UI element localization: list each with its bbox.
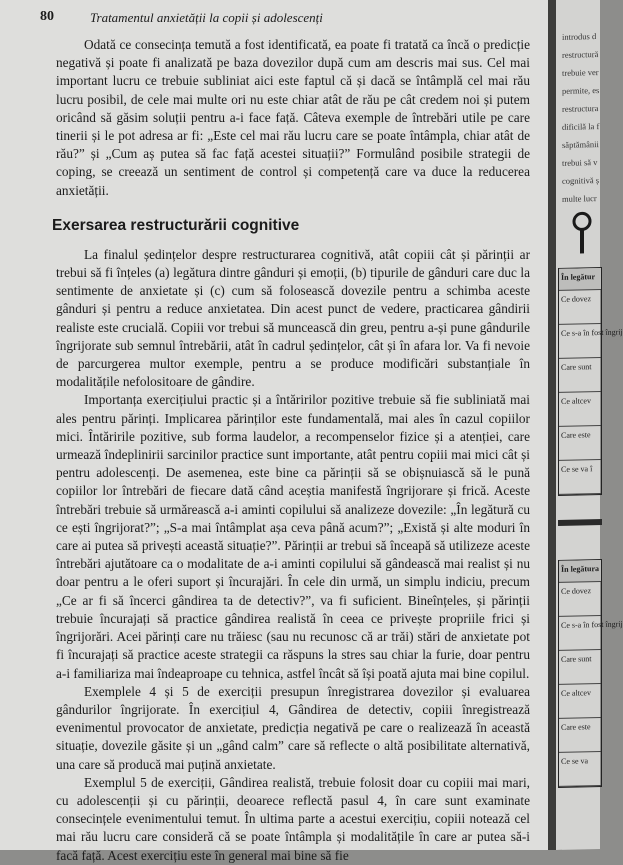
paragraph-3: Exemplele 4 și 5 de exerciții presupun înregistrarea dovezilor și evaluarea gândurilor îngrijorate. În exercițiul 4, Gândirea de detectiv, copiii înregistrează evenimentul provocator de anxietate, predicția negativă pe care o realizează în această situație, dovezile găsite și un „gând calm” care să reflecte o altă posibilitate alternativă, una care să producă mai puțină anxietate. xyxy=(56,683,530,772)
table-row: Ce s-a în fost îngrij xyxy=(559,616,601,651)
book-title: Tratamentul anxietății la copii și adolescenți xyxy=(90,10,323,25)
table-row: În legătura xyxy=(559,560,601,583)
table-row: Ce s-a în fost îngrij xyxy=(559,324,601,359)
table-row: Care este xyxy=(559,426,601,461)
text-line: dificilă la f xyxy=(562,121,600,132)
paragraph-4: Exemplul 5 de exerciții, Gândirea realistă, trebuie folosit doar cu copiii mai mari, cu adolescenții și cu părinții, deoarece reflectă pasul 4, în care sunt examinate consecințele evenimentului temut. În ultima parte a acestui exercițiu, copiii notează cel mai rău lucru care consideră că se poate întâmpla și modalitățile în care ar putea să-i facă față. Acest exercițiu este în general mai bine să fie xyxy=(56,774,530,863)
body-text xyxy=(52,36,530,865)
table-divider xyxy=(558,519,602,526)
paragraph-1: La finalul ședințelor despre restructurarea cognitivă, atât copiii cât și părinții ar trebui să fi înțeles (a) legătura dintre gânduri și emoții, (b) tipurile de gânduri care duc la sentimente de anxietate și (c) cum să folosească dovezile pentru a schimba aceste gânduri și pentru a reduce anxietatea. Din acest punct de vedere, practicarea gândirii realiste este crucială. Copiii vor trebui să muncească din greu, pentru a-și pune gândurile îngrijorate sub semnul întrebării, atât în cadrul ședințelor, cât și în afara lor. Va fi nevoie de parcurgerea multor exemple, pentru a se produce modificări substanțiale în modalitățile nefolositoare de gândire. xyxy=(56,246,530,390)
right-page-text xyxy=(562,27,602,208)
table-row: Ce dovez xyxy=(559,582,601,617)
text-line: trebui să v xyxy=(562,157,598,168)
text-line: săptămânii xyxy=(562,139,599,150)
table-row: Care este xyxy=(559,718,601,753)
text-line: multe lucr xyxy=(562,193,597,204)
right-page-fragment xyxy=(556,0,623,850)
magnifying-glass-icon xyxy=(570,211,594,256)
table-row: Care sunt xyxy=(559,358,601,393)
worksheet-table-2 xyxy=(558,559,623,788)
text-line: restructura xyxy=(562,103,599,114)
table-row: Ce se va xyxy=(559,752,601,787)
text-line: permite, es xyxy=(562,85,600,96)
section-heading: Exersarea restructurării cognitive xyxy=(52,216,300,234)
text-line: introdus d xyxy=(562,31,597,42)
table-row: Ce se va î xyxy=(559,460,601,495)
table-row: Ce dovez xyxy=(559,290,601,325)
worksheet-table-1 xyxy=(558,267,623,496)
page-number: 80 xyxy=(40,9,54,24)
intro-paragraph: Odată ce consecința temută a fost identificată, ea poate fi tratată ca încă o predicție negativă și poate fi analizată pe baza dovezilor după cum am descris mai sus. Cel mai important lucru ce trebuie subliniat aici este faptul că și dacă se întâmplă cel mai rău lucru posibil, de cele mai multe ori nu este chiar atât de rău pe cât credem noi și putem oricând să găsim soluții pentru a-i face față. Câteva exemple de întrebări utile pe care tinerii și le pot adresa ar fi: „Este cel mai rău lucru care se poate întâmpla, chiar atât de rău?” și „Cum aș putea să fac față acestei situații?” Formulând posibile strategii de coping, se creează un sentiment de control și competență care va duce la reducerea anxietății. xyxy=(56,37,530,198)
paragraph-2: Importanța exercițiului practic și a întăririlor pozitive trebuie să fie subliniată mai ales pentru părinți. Implicarea părinților este fundamentală, mai ales în cazul copiilor mici. Întăririle pozitive, sub forma laudelor, a recompenselor fizice și a atenției, care urmează îndeplinirii sarcinilor practice sunt importante, atât pentru copiii mai mici cât și pentru adolescenți. De asemenea, este bine ca părinții să se obișnuiască să le pună copiilor lor întrebări de fiecare dată când aceștia manifestă îngrijorare și frică. Aceste întrebări trebuie să urmărească a-i aminti copilului să analizeze dovezile: „În legătură cu ce ești îngrijorat?”; „S-a mai întâmplat așa ceva până acum?”; „Există și alte moduri în care ai putea să privești această situație?”. Părinții ar trebui să înceapă să utilizeze aceste întrebări ajutătoare ca o modalitate de a-i aminti copilului să gândească mai realist și nu doar pentru a le oferi suport și încurajări. În cele din urmă, un simplu indiciu, precum „Ce ar fi să încerci gândirea ta de detectiv?”, va fi suficient. Bineînțeles, și părinții trebuie încurajați să practice gândirea realistă în ceea ce privește propriile frici și îngrijorări. Acei părinți care nu trăiesc (sau nu recunosc că ar trăi) stări de anxietate pot fi încurajați să practice aceste strategii ca răspuns la stres sau chiar la furie, doar pentru a-i familiariza mai îndeaproape cu tehnica, astfel încât să își poată ajuta mai bine copilul. xyxy=(56,392,530,681)
text-line: cognitivă ș xyxy=(562,175,600,186)
table-row: Ce altcev xyxy=(559,684,601,719)
running-head xyxy=(40,9,520,27)
table-row: Care sunt xyxy=(559,650,601,685)
table-row: În legătur xyxy=(559,268,601,291)
table-row: Ce altcev xyxy=(559,392,601,427)
text-line: trebuie ver xyxy=(562,67,599,78)
text-line: restructură xyxy=(562,49,599,60)
